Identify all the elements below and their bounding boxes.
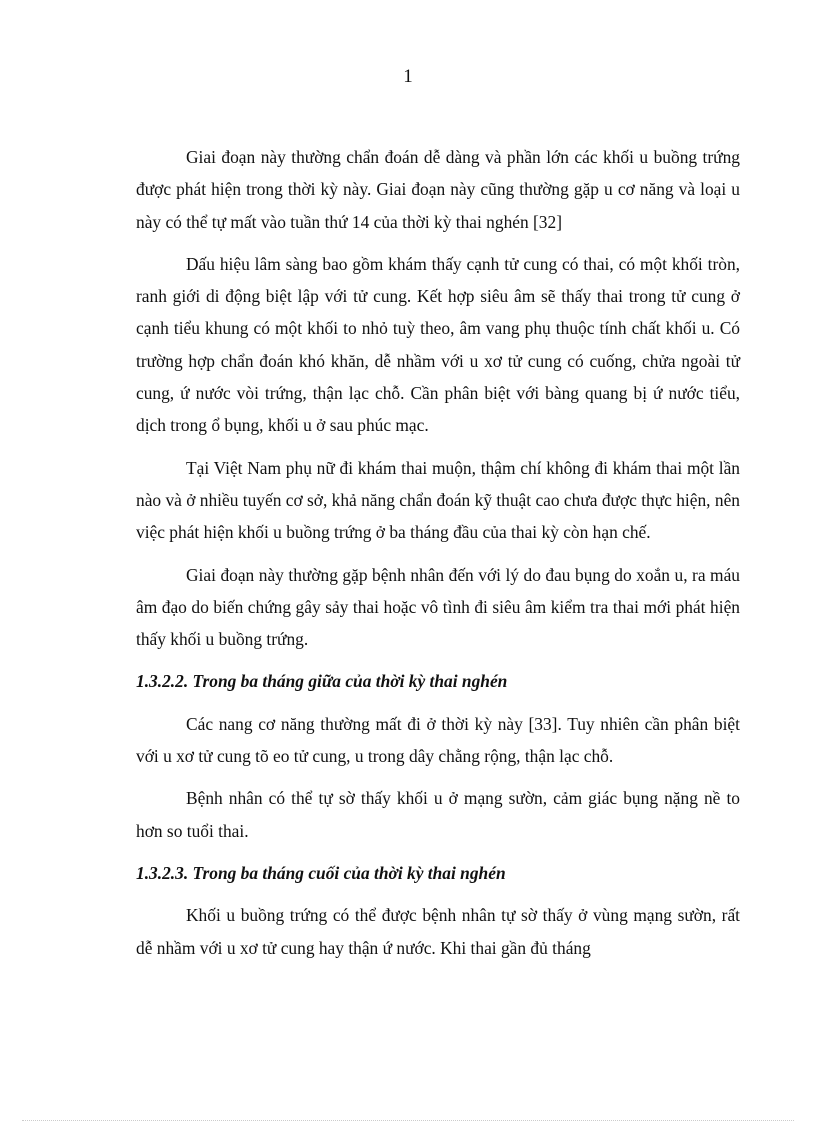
- paragraph-vietnam-context: Tại Việt Nam phụ nữ đi khám thai muộn, thậm chí không đi khám thai một lần nào và ở nhiều tuyến cơ sở, khả năng chẩn đoán kỹ thuật cao chưa được thực hiện, nên việc phát hiện khối u buồng trứng ở ba tháng đầu của thai kỳ còn hạn chế.: [136, 457, 740, 543]
- paragraph-clinical-signs: Dấu hiệu lâm sàng bao gồm khám thấy cạnh tử cung có thai, có một khối tròn, ranh giới di động biệt lập với tử cung. Kết hợp siêu âm sẽ thấy thai trong tử cung ở cạnh tiểu khung có một khối to nhỏ tuỳ theo, âm vang phụ thuộc tính chất khối u. Có trường hợp chẩn đoán khó khăn, dễ nhầm với u xơ tử cung có cuống, chửa ngoài tử cung, ứ nước vòi trứng, thận lạc chỗ. Cần phân biệt với bàng quang bị ứ nước tiểu, dịch trong ổ bụng, khối u ở sau phúc mạc.: [136, 253, 740, 436]
- paragraph-third-trimester-detection: Khối u buồng trứng có thể được bệnh nhân tự sờ thấy ở vùng mạng sườn, rất dễ nhầm với u xơ tử cung hay thận ứ nước. Khi thai gần đủ tháng: [136, 905, 740, 958]
- page-number: 1: [403, 66, 413, 87]
- section-heading-second-trimester: 1.3.2.2. Trong ba tháng giữa của thời kỳ thai nghén: [136, 671, 508, 692]
- document-body: [136, 141, 740, 974]
- paragraph-functional-cysts: Các nang cơ năng thường mất đi ở thời kỳ này [33]. Tuy nhiên cần phân biệt với u xơ tử cung tõ eo tử cung, u trong dây chằng rộng, thận lạc chỗ.: [136, 713, 740, 767]
- paragraph-self-palpation: Bệnh nhân có thể tự sờ thấy khối u ở mạng sườn, cảm giác bụng nặng nề to hơn so tuổi thai.: [136, 788, 740, 841]
- section-heading-third-trimester: 1.3.2.3. Trong ba tháng cuối của thời kỳ thai nghén: [136, 862, 506, 883]
- paragraph-first-trimester-detection: Giai đoạn này thường chẩn đoán dễ dàng và phần lớn các khối u buồng trứng được phát hiện trong thời kỳ này. Giai đoạn này cũng thường gặp u cơ năng và loại u này có thể tự mất vào tuần thứ 14 của thời kỳ thai nghén [32]: [136, 147, 740, 232]
- paragraph-presenting-symptoms: Giai đoạn này thường gặp bệnh nhân đến với lý do đau bụng do xoắn u, ra máu âm đạo do biến chứng gây sảy thai hoặc vô tình đi siêu âm kiểm tra thai mới phát hiện thấy khối u buồng trứng.: [136, 564, 740, 650]
- page-bottom-divider: [22, 1120, 794, 1121]
